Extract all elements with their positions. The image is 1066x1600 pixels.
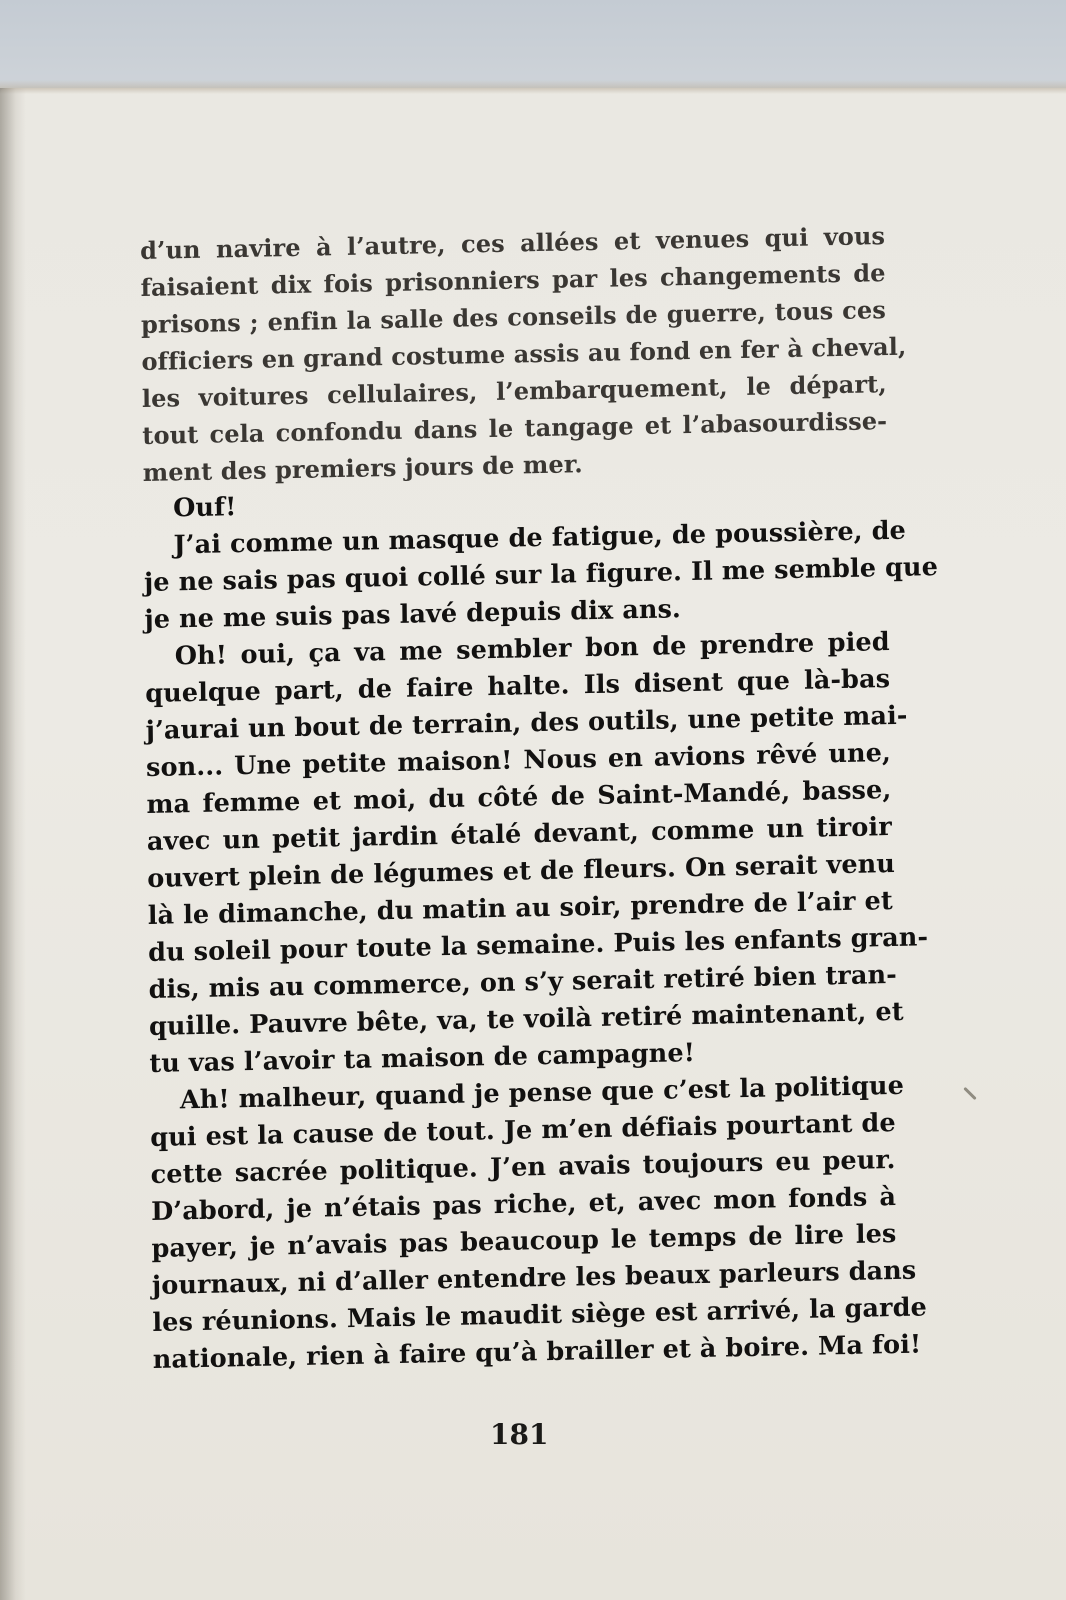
text-line: Ah! malheur, quand je pense que c’est la politique: [179, 1070, 905, 1116]
text-line: qui est la cause de tout. Je m’en défiais pourtant de: [150, 1108, 896, 1153]
text-line: les voitures cellulaires, l’embarquement, le départ,: [141, 369, 887, 413]
text-line: ouvert plein de légumes et de fleurs. On serait venu: [147, 848, 896, 894]
text-line: du soleil pour toute la semaine. Puis les enfants gran-: [148, 922, 929, 968]
text-line: dis, mis au commerce, on s’y serait retiré bien tran-: [148, 959, 897, 1005]
text-line: tout cela confondu dans le tangage et l’abasourdisse-: [142, 406, 888, 450]
text-line: Ouf!: [172, 492, 237, 524]
text-line: là le dimanche, du matin au soir, prendre de l’air et: [147, 886, 893, 931]
text-line: journaux, ni d’aller entendre les beaux parleurs dans: [151, 1255, 917, 1301]
text-line: J’ai comme un masque de fatigue, de poussière, de: [173, 515, 907, 561]
text-line: je ne me suis pas lavé depuis dix ans.: [144, 594, 682, 635]
text-line: Oh! oui, ça va me sembler bon de prendre pied: [174, 627, 890, 672]
text-line: prisons ; enfin la salle des conseils de guerre, tous ces: [140, 295, 887, 339]
page-top-edge: [0, 80, 1066, 94]
text-line: d’un navire à l’autre, ces allées et venues qui vous: [140, 221, 886, 265]
text-line: je ne sais pas quoi collé sur la figure. Il me semble que: [143, 552, 939, 598]
text-line: quille. Pauvre bête, va, te voilà retiré maintenant, et: [148, 996, 904, 1042]
text-line: D’abord, je n’étais pas riche, et, avec mon fonds à: [150, 1182, 897, 1227]
text-line: ma femme et moi, du côté de Saint-Mandé, basse,: [146, 775, 892, 820]
text-line: faisaient dix fois prisonniers par les changements de: [140, 258, 886, 302]
text-line: ment des premiers jours de mer.: [142, 449, 583, 487]
page-body-text: [140, 217, 939, 1379]
spine-shadow: [0, 88, 26, 1600]
text-line: j’aurai un bout de terrain, des outils, une petite mai-: [145, 700, 908, 746]
text-line: cette sacrée politique. J’en avais toujours eu peur.: [150, 1145, 896, 1190]
text-line: tu vas l’avoir ta maison de campagne!: [149, 1038, 696, 1079]
text-line: quelque part, de faire halte. Ils disent que là-bas: [145, 664, 891, 709]
text-line: son... Une petite maison! Nous en avions rêvé une,: [145, 738, 892, 783]
text-line: payer, je n’avais pas beaucoup le temps de lire les: [151, 1219, 897, 1264]
text-line: officiers en grand costume assis au fond en fer à cheval,: [141, 331, 907, 376]
text-line: les réunions. Mais le maudit siège est arrivé, la garde: [152, 1292, 928, 1338]
text-line: avec un petit jardin étalé devant, comme un tiroir: [146, 812, 892, 857]
text-line: nationale, rien à faire qu’à brailler et à boire. Ma foi!: [152, 1329, 922, 1375]
page-number: 181: [490, 1418, 549, 1451]
